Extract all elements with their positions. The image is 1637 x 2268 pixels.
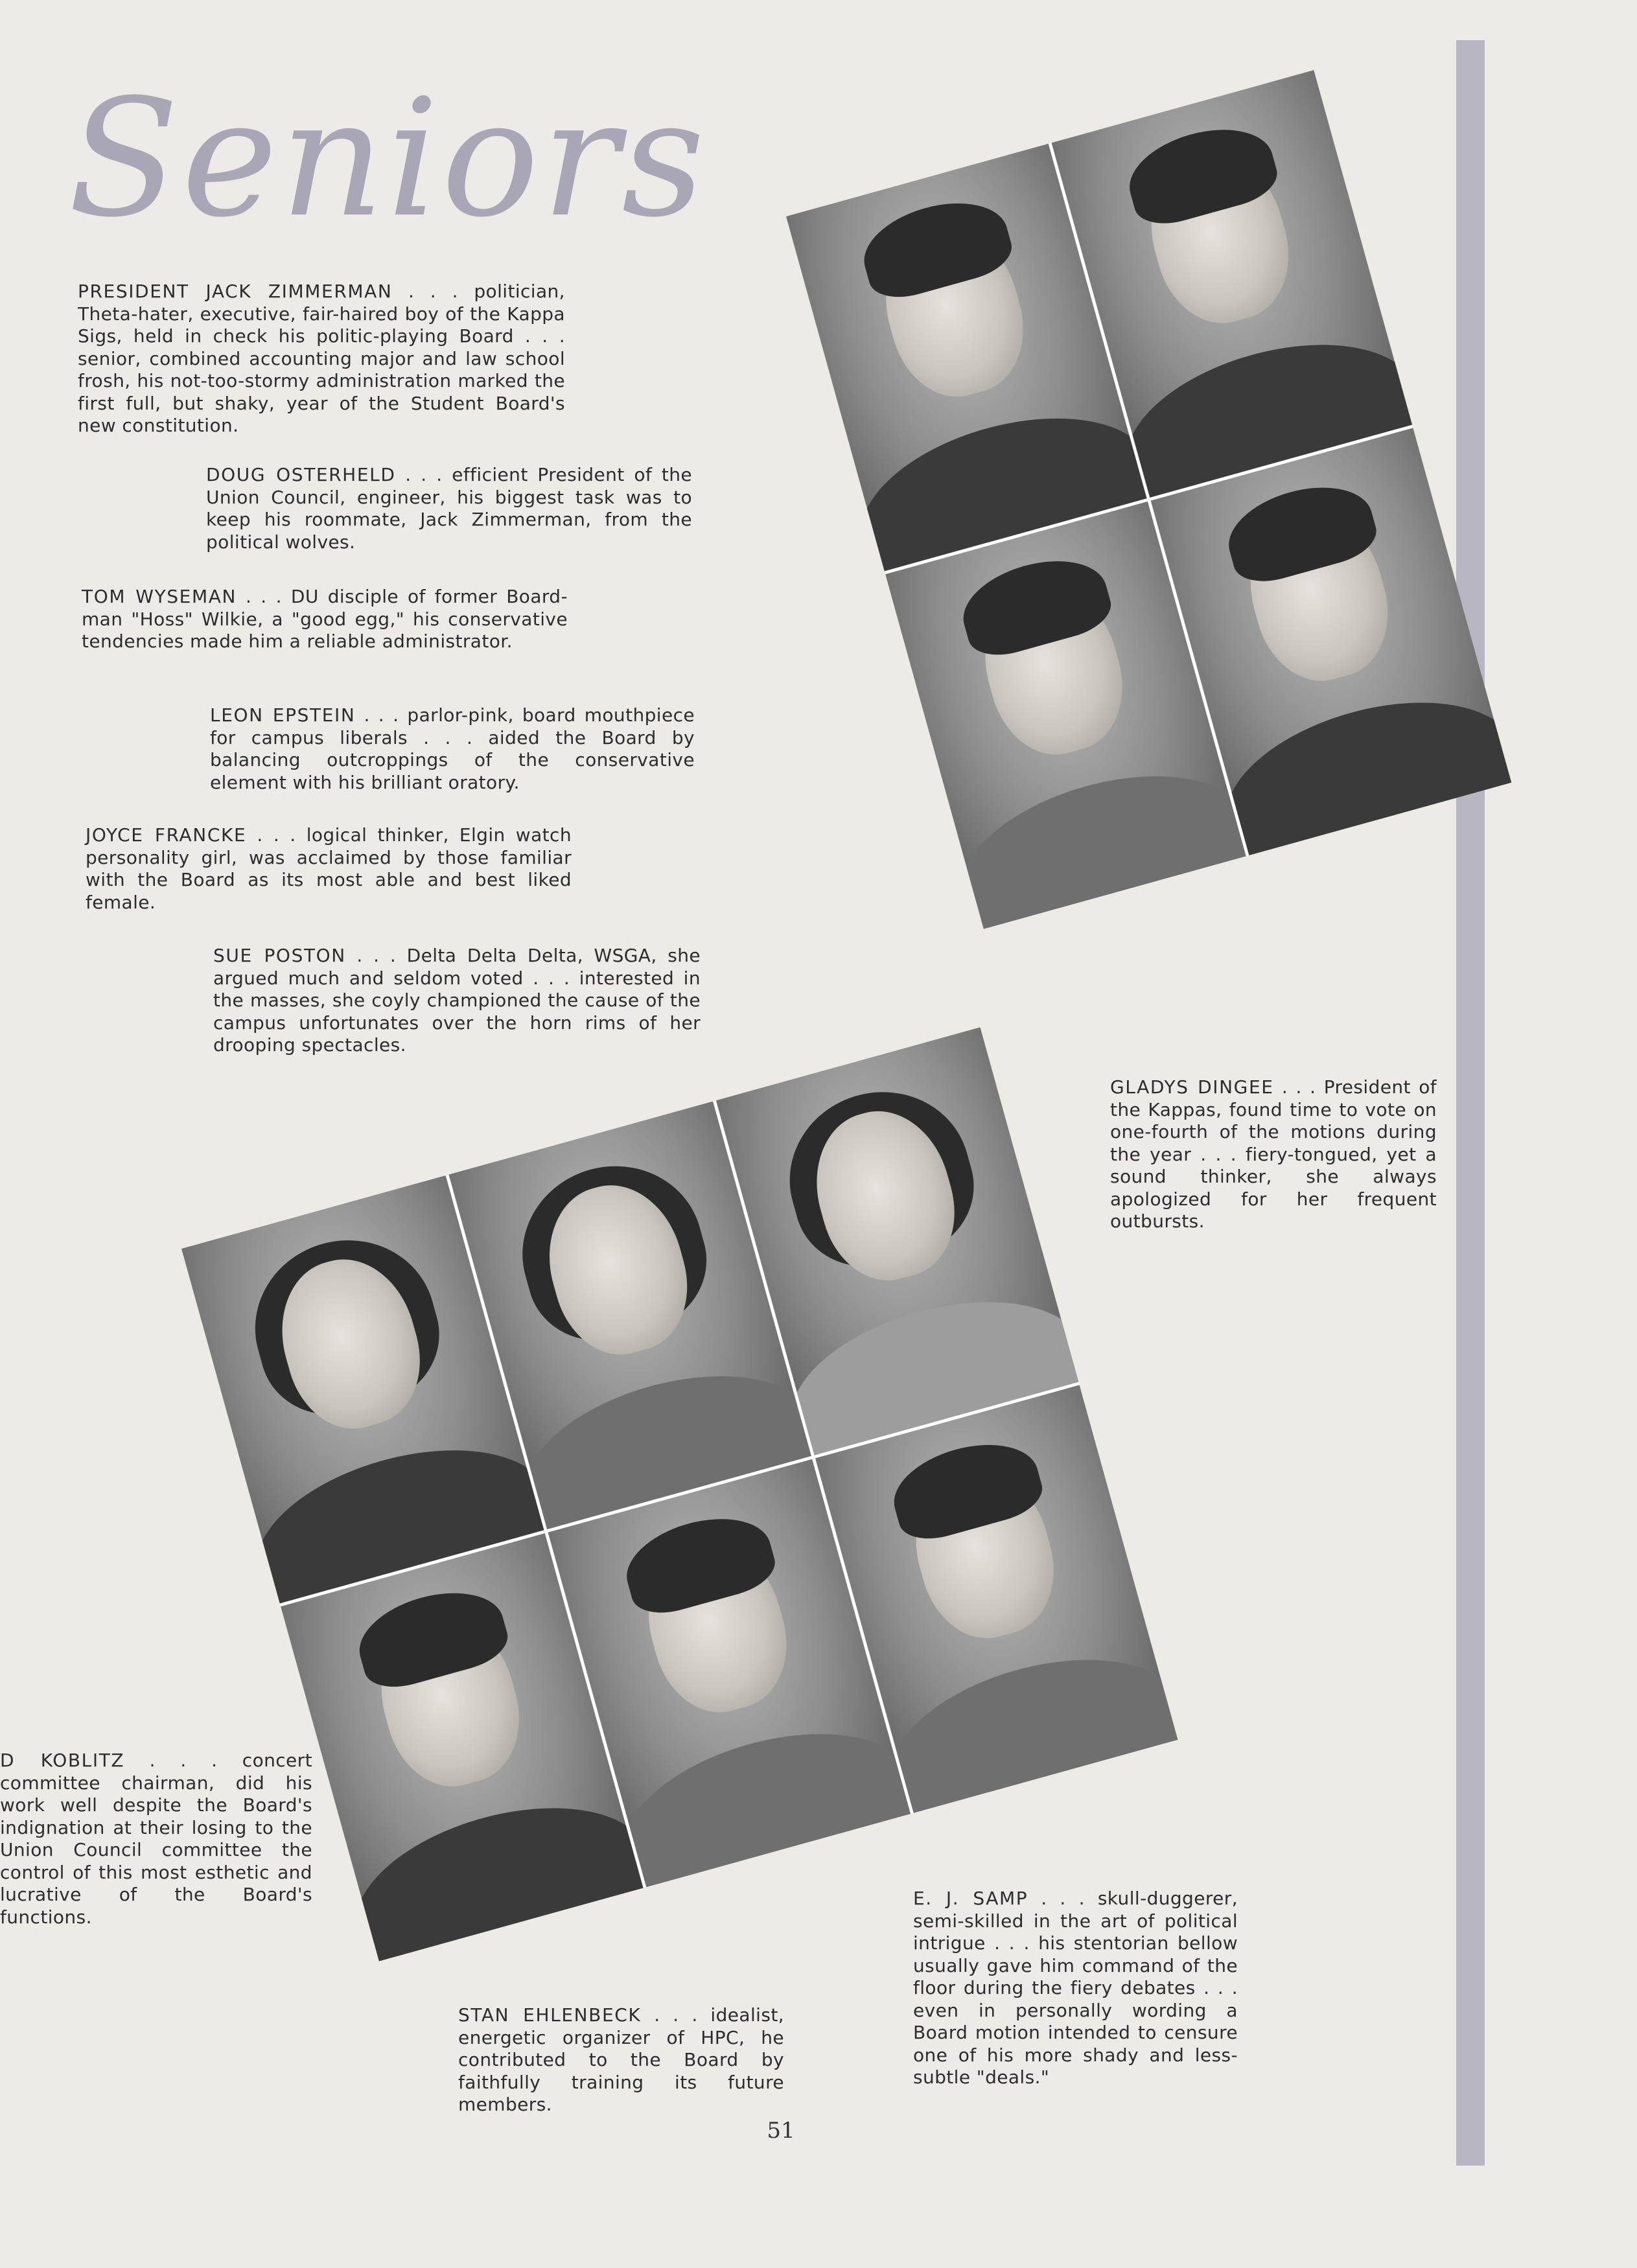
caption-wyseman: [82, 586, 568, 653]
caption-text: . . . DU disciple of former Board-man "Hoss" Wilkie, a "good egg," his conservative tendencies made him a reliable administrator.: [82, 586, 568, 652]
caption-text: . . . concert committee chairman, did his work well despite the Board's indignation at their losing to the Union Council committee the control of this most esthetic and lucrative of the Board's functions.: [0, 1750, 312, 1928]
caption-text: . . . Delta Delta Delta, WSGA, she argued much and seldom voted . . . interested in the masses, she coyly championed the cause of the campus unfortunates over the horn rims of her drooping spectacles.: [213, 945, 701, 1056]
caption-name: DOUG OSTERHELD: [206, 464, 396, 485]
portrait-group-top: [786, 70, 1511, 929]
caption-text: . . . logical thinker, Elgin watch personality girl, was acclaimed by those familiar with the Board as its most able and best liked female.: [86, 824, 572, 913]
caption-text: . . . politician, Theta-hater, executive, fair-haired boy of the Kappa Sigs, held in check his politic-playing Board . . . senior, combined accounting major and law school frosh, his not-too-stormy administration marked the first full, but shaky, year of the Student Board's new constitution.: [78, 281, 565, 436]
portrait-shoulders: [871, 1630, 1178, 1813]
caption-name: LEON EPSTEIN: [210, 704, 356, 726]
caption-name: JOYCE FRANCKE: [86, 824, 247, 846]
caption-name: GLADYS DINGEE: [1110, 1076, 1274, 1098]
caption-francke: [86, 824, 572, 914]
page-number: 51: [767, 2118, 795, 2144]
caption-osterheld: [206, 464, 692, 553]
caption-text: . . . skull-duggerer, semi-skilled in the art of political intrigue . . . his stentorian bellow usually gave him command of the floor during the fiery debates . . . even in personally wording a Board motion intended to censure one of his more shady and less-subtle "deals.": [913, 1888, 1238, 2088]
caption-name: TOM WYSEMAN: [82, 586, 237, 607]
caption-text: . . . idealist, energetic organizer of HPC, he contributed to the Board by faithfully training its future members.: [458, 2004, 784, 2115]
side-decorative-bar: [1456, 40, 1485, 2166]
portrait-shoulders: [941, 746, 1246, 929]
page-heading: Seniors: [68, 64, 708, 253]
portrait-group-bottom: [181, 1027, 1178, 1961]
portrait-shoulders: [603, 1704, 911, 1887]
caption-poston: [213, 945, 701, 1057]
caption-text: . . . parlor-pink, board mouthpiece for campus liberals . . . aided the Board by balancing outcroppings of the conservative element with his brilliant oratory.: [210, 704, 695, 793]
caption-dingee: [1110, 1076, 1437, 1233]
caption-name: D KOBLITZ: [0, 1750, 125, 1771]
caption-epstein: [210, 704, 695, 794]
caption-name: PRESIDENT JACK ZIMMERMAN: [78, 281, 393, 302]
caption-koblitz: [0, 1750, 312, 1928]
caption-text: . . . efficient President of the Union Council, engineer, his biggest task was to keep his roommate, Jack Zimmerman, from the political wolves.: [206, 464, 692, 553]
caption-zimmerman: [78, 281, 565, 437]
portrait-shoulders: [336, 1778, 644, 1961]
caption-name: STAN EHLENBECK: [458, 2004, 642, 2026]
caption-name: E. J. SAMP: [913, 1888, 1028, 1909]
caption-samp: [913, 1888, 1238, 2089]
caption-text: . . . President of the Kappas, found time to vote on one-fourth of the motions during the year . . . fiery-tongued, yet a sound thinker, she always apologized for her frequent outbursts.: [1110, 1076, 1437, 1232]
caption-ehlenbeck: [458, 2004, 784, 2116]
caption-name: SUE POSTON: [213, 945, 346, 966]
